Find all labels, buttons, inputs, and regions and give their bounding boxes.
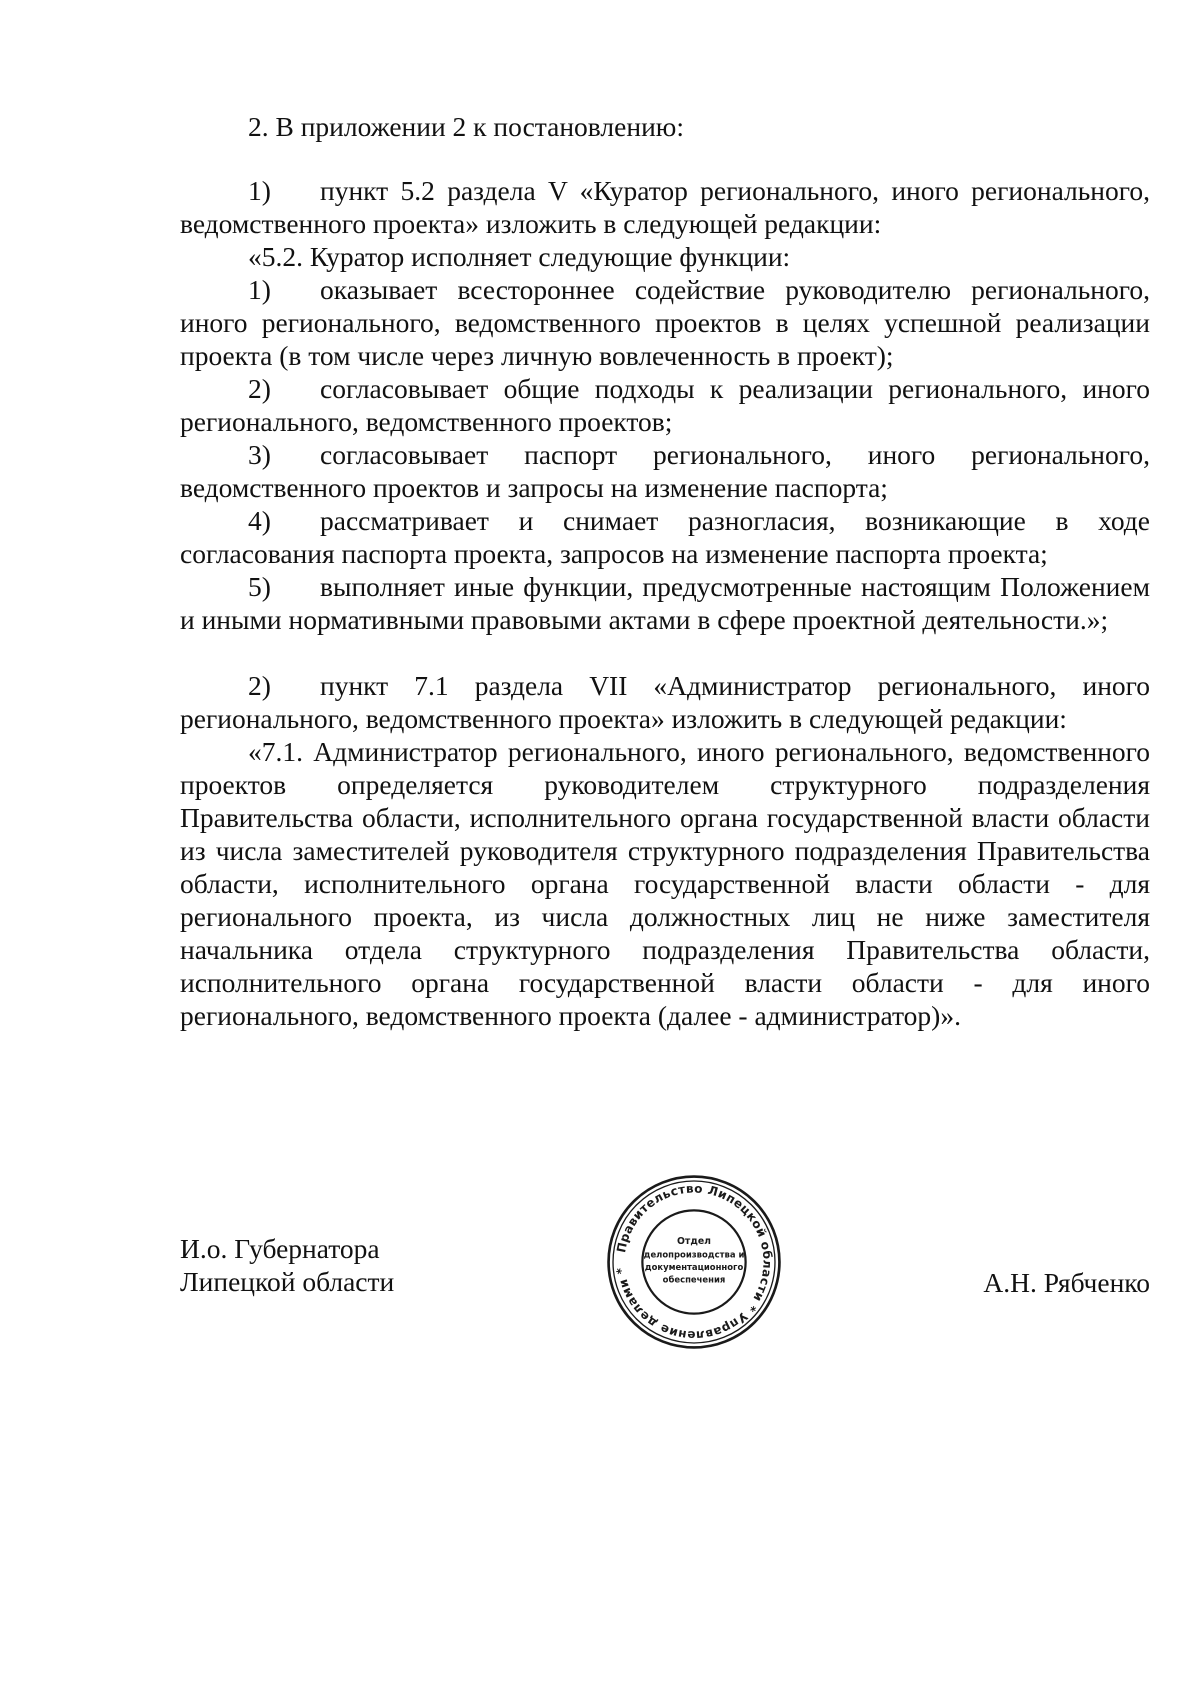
signatory-position-line2: Липецкой области: [180, 1266, 395, 1297]
subitem-2-number: 2): [248, 670, 271, 701]
quote-5-2-intro: «5.2. Куратор исполняет следующие функции:: [248, 241, 791, 272]
quote-7-1: «7.1. Администратор регионального, иного регионального, ведомственного проектов определяется руководителем структурного подразделения Правительства области, исполнительного органа государственной власти области из числа заместителей руководителя структурного подразделения Правительства области, исполнительного органа государственной власти области - для регионального проекта, из числа должностных лиц не ниже заместителя начальника отдела структурного подразделения Правительства области, исполнительного органа государственной власти области - для иного регионального, ведомственного проекта (далее - администратор)».: [180, 736, 1150, 1031]
function-item: [180, 570, 1150, 636]
function-item: [180, 438, 1150, 504]
subitem-2: [180, 669, 1150, 735]
function-item: [180, 273, 1150, 372]
function-number: 3): [248, 439, 271, 470]
function-text: оказывает всестороннее содействие руководителю регионального, иного регионального, ведомственного проектов в целях успешной реализации проекта (в том числе через личную вовлеченность в проект);: [180, 274, 1150, 371]
subitem-1: [180, 174, 1150, 240]
seal-ring-text: Правительство Липецкой области * Управление делами *: [613, 1181, 775, 1343]
seal-center-line1: Отдел: [676, 1236, 712, 1248]
signatory-position: [180, 1232, 394, 1298]
official-seal: [605, 1173, 783, 1351]
signatory-position-line1: И.о. Губернатора: [180, 1233, 380, 1264]
function-number: 4): [248, 505, 271, 536]
seal-center-line2: делопроизводства и: [643, 1249, 745, 1260]
subitem-1-text: пункт 5.2 раздела V «Куратор регионального, иного регионального, ведомственного проекта» изложить в следующей редакции:: [180, 175, 1150, 239]
signatory-name: А.Н. Рябченко: [983, 1267, 1150, 1298]
document-body: [180, 110, 1150, 1032]
function-number: 5): [248, 571, 271, 602]
function-number: 2): [248, 373, 271, 404]
function-item: [180, 372, 1150, 438]
item-2-heading: 2. В приложении 2 к постановлению:: [248, 111, 684, 142]
seal-center-line4: обеспечения: [662, 1274, 726, 1285]
function-text: выполняет иные функции, предусмотренные настоящим Положением и иными нормативными правовыми актами в сфере проектной деятельности.»;: [180, 571, 1150, 635]
function-text: согласовывает общие подходы к реализации регионального, иного регионального, ведомственного проектов;: [180, 373, 1150, 437]
function-number: 1): [248, 274, 271, 305]
seal-center-line3: документационного: [644, 1262, 744, 1273]
subitem-2-text: пункт 7.1 раздела VII «Администратор регионального, иного регионального, ведомственного проекта» изложить в следующей редакции:: [180, 670, 1150, 734]
function-text: рассматривает и снимает разногласия, возникающие в ходе согласования паспорта проекта, запросов на изменение паспорта проекта;: [180, 505, 1150, 569]
function-item: [180, 504, 1150, 570]
subitem-1-number: 1): [248, 175, 271, 206]
function-text: согласовывает паспорт регионального, иного регионального, ведомственного проектов и запросы на изменение паспорта;: [180, 439, 1150, 503]
